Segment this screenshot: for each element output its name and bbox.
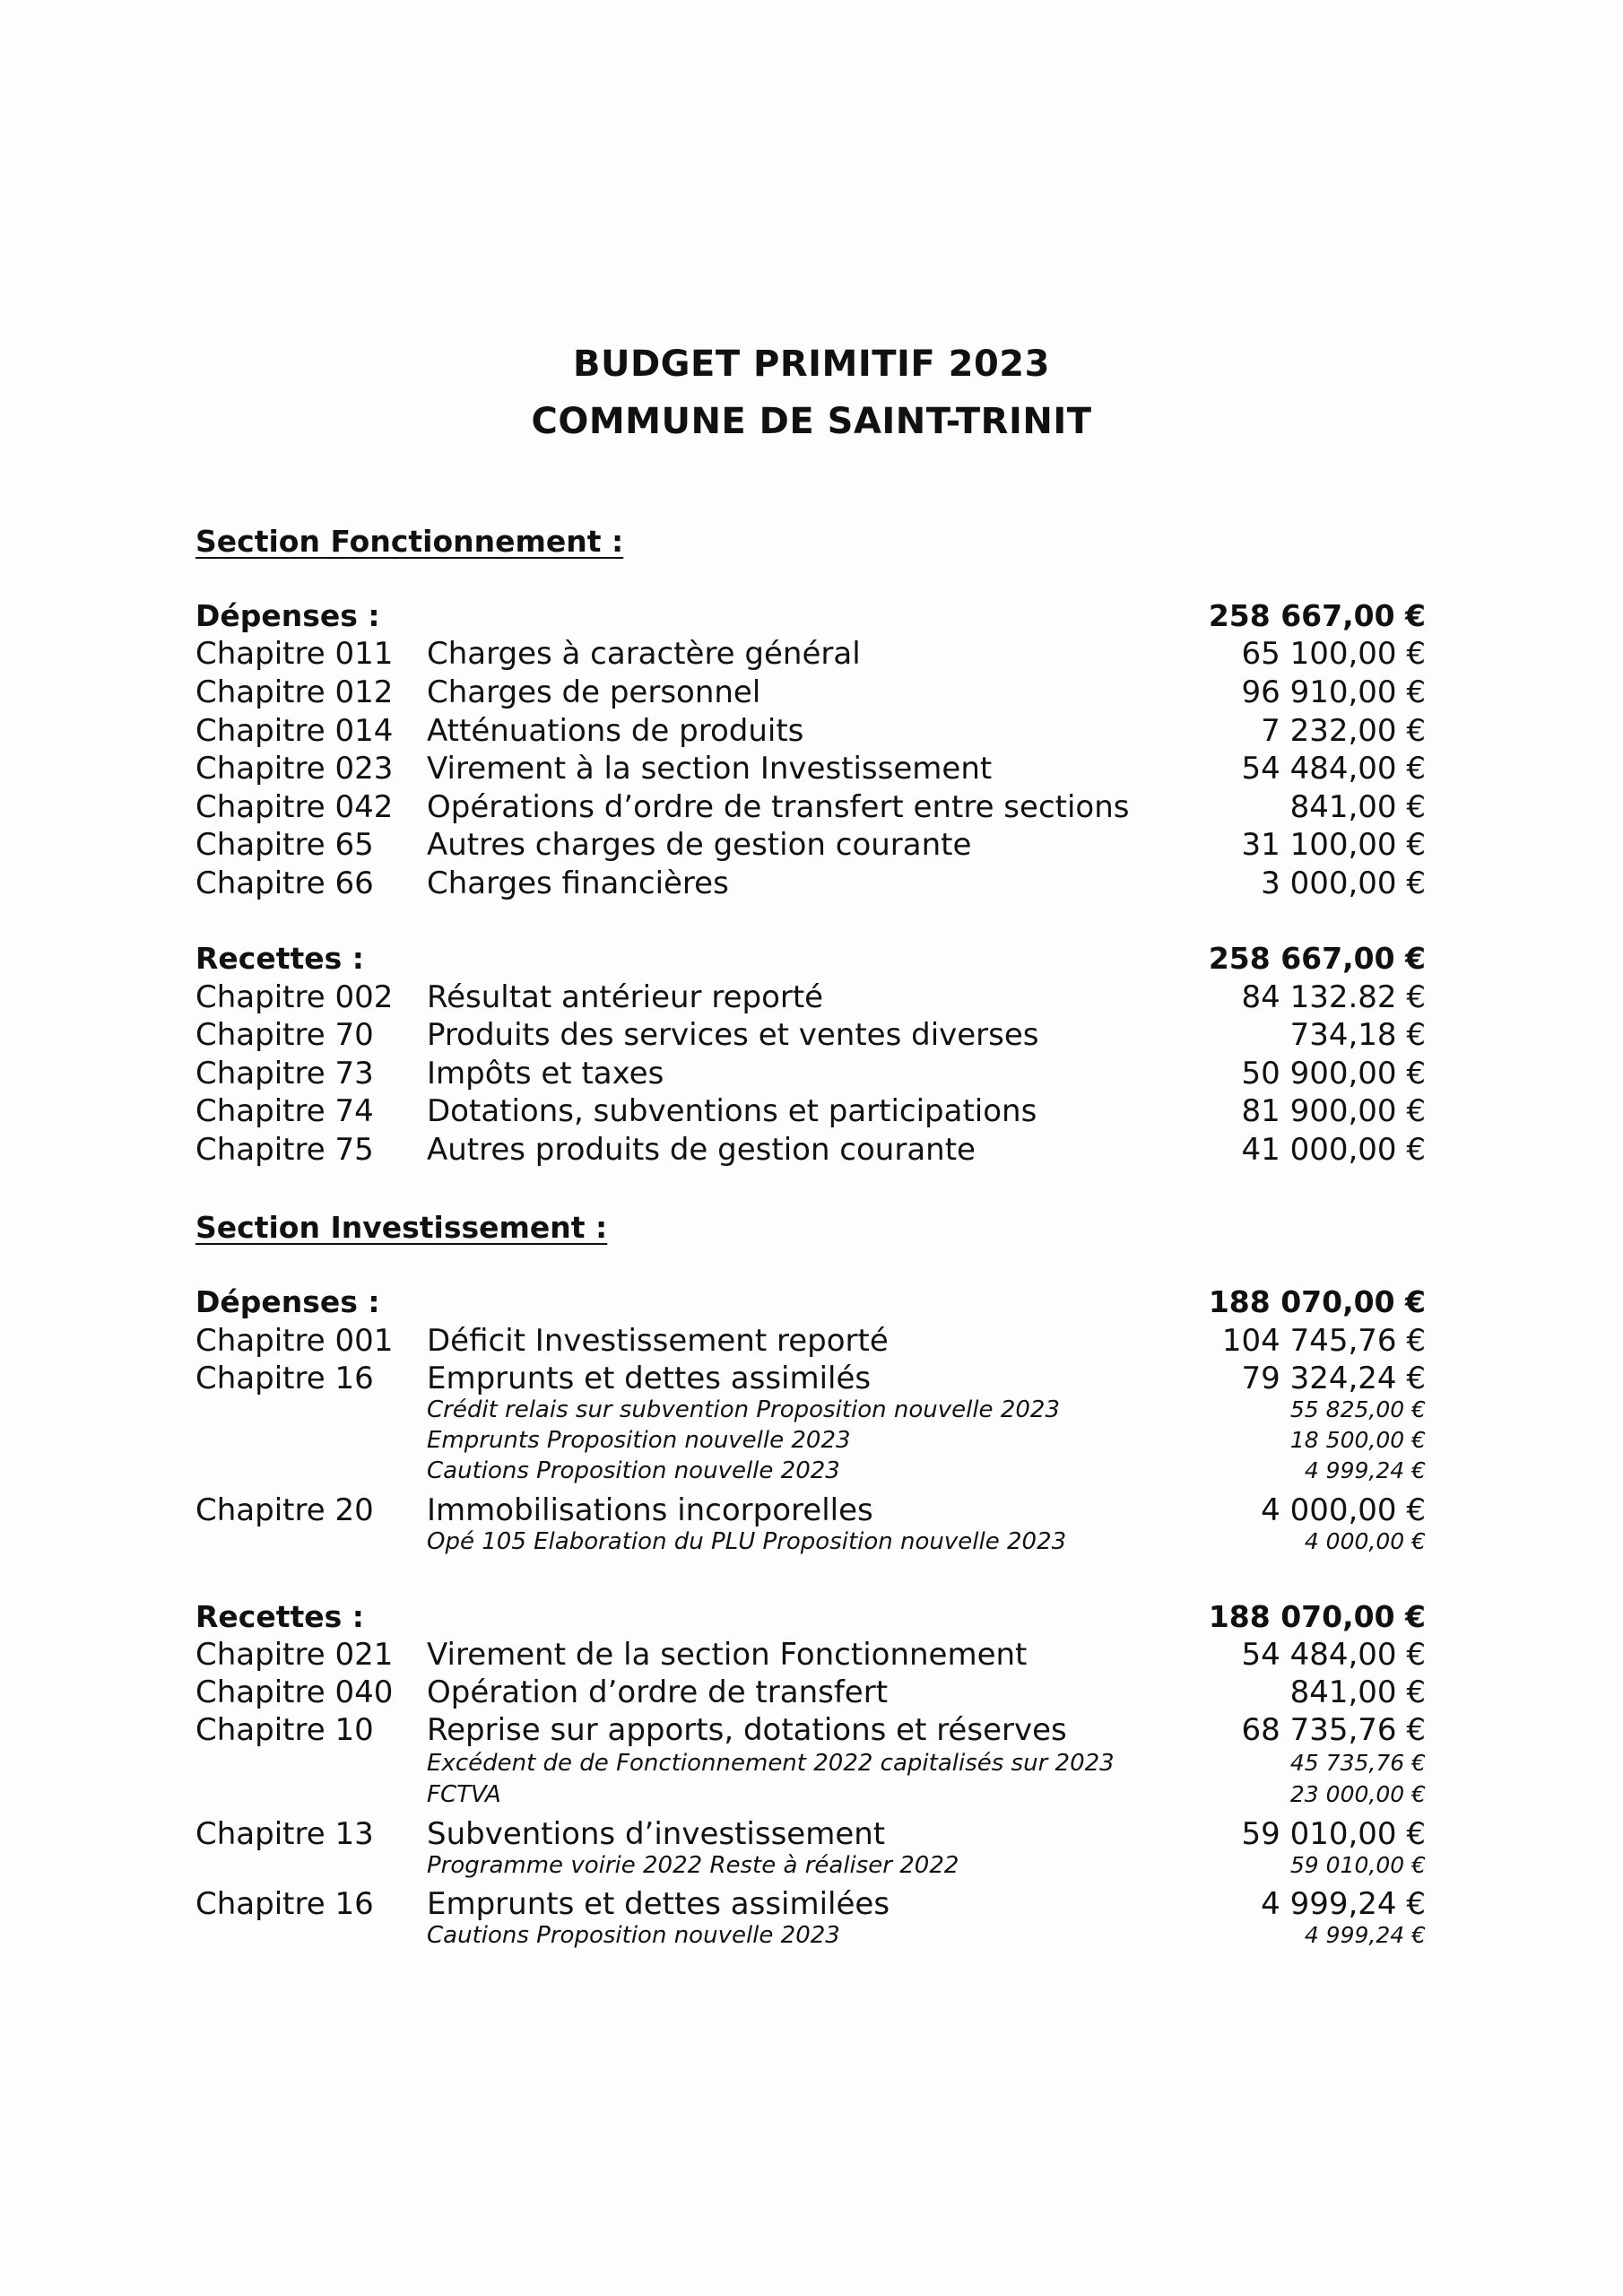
- detail-amount: 45 735,76 €: [1289, 1750, 1426, 1776]
- chapter-label: Opération d’ordre de transfert: [427, 1674, 889, 1710]
- document-title: BUDGET PRIMITIF 2023: [573, 344, 1050, 385]
- invest-recettes-label: Recettes :: [195, 1599, 364, 1634]
- invest-depenses-total: 188 070,00 €: [1208, 1284, 1426, 1319]
- chapter-label: Atténuations de produits: [427, 713, 804, 749]
- chapter-number: Chapitre 16: [195, 1886, 374, 1922]
- detail-label: Programme voirie 2022 Reste à réaliser 2022: [427, 1852, 959, 1879]
- chapter-amount: 68 735,76 €: [1241, 1712, 1426, 1748]
- chapter-label: Virement de la section Fonctionnement: [427, 1637, 1028, 1673]
- chapter-amount: 104 745,76 €: [1221, 1323, 1426, 1359]
- chapter-number: Chapitre 042: [195, 789, 394, 825]
- chapter-number: Chapitre 040: [195, 1674, 394, 1710]
- invest-depenses-row: [0, 1323, 1623, 1362]
- chapter-amount: 31 100,00 €: [1241, 827, 1426, 863]
- chapter-amount: 734,18 €: [1289, 1017, 1426, 1053]
- detail-amount: 4 000,00 €: [1304, 1528, 1426, 1554]
- chapter-amount: 4 999,24 €: [1261, 1886, 1426, 1922]
- chapter-number: Chapitre 001: [195, 1323, 394, 1359]
- chapter-amount: 54 484,00 €: [1241, 751, 1426, 787]
- fonct-depenses-row: [0, 674, 1623, 714]
- chapter-label: Virement à la section Investissement: [427, 751, 993, 787]
- detail-line: [0, 1922, 1623, 1952]
- chapter-label: Opérations d’ordre de transfert entre sections: [427, 789, 1130, 825]
- detail-amount: 55 825,00 €: [1289, 1396, 1426, 1422]
- chapter-amount: 54 484,00 €: [1241, 1637, 1426, 1673]
- fonct-recettes-label: Recettes :: [195, 941, 364, 976]
- chapter-amount: 79 324,24 €: [1241, 1361, 1426, 1396]
- chapter-label: Emprunts et dettes assimilés: [427, 1361, 872, 1396]
- chapter-number: Chapitre 012: [195, 674, 394, 710]
- chapter-label: Autres charges de gestion courante: [427, 827, 972, 863]
- fonct-depenses-row: [0, 865, 1623, 905]
- chapter-number: Chapitre 16: [195, 1361, 374, 1396]
- invest-recettes-row: [0, 1637, 1623, 1676]
- chapter-number: Chapitre 20: [195, 1492, 374, 1528]
- detail-label: Cautions Proposition nouvelle 2023: [427, 1457, 840, 1484]
- detail-amount: 18 500,00 €: [1289, 1427, 1426, 1453]
- detail-line: [0, 1852, 1623, 1883]
- fonct-recettes-row: [0, 1017, 1623, 1057]
- chapter-number: Chapitre 70: [195, 1017, 374, 1053]
- chapter-number: Chapitre 13: [195, 1816, 374, 1852]
- chapter-amount: 41 000,00 €: [1241, 1132, 1426, 1168]
- chapter-number: Chapitre 023: [195, 751, 394, 787]
- detail-amount: 23 000,00 €: [1289, 1781, 1426, 1807]
- chapter-label: Charges à caractère général: [427, 636, 861, 672]
- invest-depenses-row: [0, 1361, 1623, 1400]
- chapter-amount: 59 010,00 €: [1241, 1816, 1426, 1852]
- chapter-number: Chapitre 66: [195, 865, 374, 901]
- chapter-label: Charges de personnel: [427, 674, 761, 710]
- chapter-number: Chapitre 014: [195, 713, 394, 749]
- chapter-amount: 841,00 €: [1289, 1674, 1426, 1710]
- detail-label: Opé 105 Elaboration du PLU Proposition nouvelle 2023: [427, 1528, 1067, 1555]
- detail-label: Cautions Proposition nouvelle 2023: [427, 1922, 840, 1949]
- chapter-amount: 96 910,00 €: [1241, 674, 1426, 710]
- section-fonctionnement-heading: Section Fonctionnement :: [195, 524, 624, 559]
- chapter-label: Impôts et taxes: [427, 1056, 664, 1091]
- invest-recettes-row: [0, 1712, 1623, 1752]
- detail-line: [0, 1750, 1623, 1780]
- chapter-label: Immobilisations incorporelles: [427, 1492, 873, 1528]
- detail-label: Crédit relais sur subvention Proposition nouvelle 2023: [427, 1396, 1060, 1423]
- chapter-label: Emprunts et dettes assimilées: [427, 1886, 890, 1922]
- fonct-depenses-row: [0, 827, 1623, 866]
- detail-label: Emprunts Proposition nouvelle 2023: [427, 1427, 851, 1454]
- detail-label: Excédent de de Fonctionnement 2022 capitalisés sur 2023: [427, 1750, 1115, 1777]
- fonct-depenses-row: [0, 636, 1623, 675]
- invest-recettes-row: [0, 1886, 1623, 1926]
- chapter-label: Résultat antérieur reporté: [427, 979, 824, 1015]
- chapter-label: Produits des services et ventes diverses: [427, 1017, 1039, 1053]
- chapter-label: Subventions d’investissement: [427, 1816, 886, 1852]
- detail-amount: 4 999,24 €: [1304, 1457, 1426, 1483]
- chapter-amount: 4 000,00 €: [1261, 1492, 1426, 1528]
- document-subtitle: COMMUNE DE SAINT-TRINIT: [531, 401, 1092, 442]
- fonct-depenses-row: [0, 713, 1623, 752]
- chapter-amount: 65 100,00 €: [1241, 636, 1426, 672]
- chapter-amount: 81 900,00 €: [1241, 1093, 1426, 1129]
- fonct-depenses-total: 258 667,00 €: [1208, 598, 1426, 633]
- chapter-number: Chapitre 73: [195, 1056, 374, 1091]
- chapter-number: Chapitre 65: [195, 827, 374, 863]
- chapter-number: Chapitre 021: [195, 1637, 394, 1673]
- fonct-depenses-label: Dépenses :: [195, 598, 380, 633]
- chapter-number: Chapitre 75: [195, 1132, 374, 1168]
- fonct-recettes-total: 258 667,00 €: [1208, 941, 1426, 976]
- detail-amount: 59 010,00 €: [1289, 1852, 1426, 1878]
- fonct-depenses-row: [0, 751, 1623, 790]
- fonct-recettes-row: [0, 1093, 1623, 1133]
- invest-depenses-row: [0, 1492, 1623, 1532]
- chapter-amount: 3 000,00 €: [1261, 865, 1426, 901]
- chapter-label: Reprise sur apports, dotations et réserves: [427, 1712, 1067, 1748]
- invest-recettes-row: [0, 1674, 1623, 1714]
- detail-line: [0, 1396, 1623, 1427]
- detail-line: [0, 1457, 1623, 1488]
- chapter-number: Chapitre 74: [195, 1093, 374, 1129]
- section-investissement-heading: Section Investissement :: [195, 1210, 608, 1245]
- chapter-number: Chapitre 10: [195, 1712, 374, 1748]
- chapter-amount: 7 232,00 €: [1261, 713, 1426, 749]
- invest-depenses-label: Dépenses :: [195, 1284, 380, 1319]
- detail-line: [0, 1528, 1623, 1559]
- detail-line: [0, 1427, 1623, 1457]
- detail-line: [0, 1781, 1623, 1812]
- invest-recettes-row: [0, 1816, 1623, 1856]
- fonct-depenses-row: [0, 789, 1623, 829]
- chapter-label: Autres produits de gestion courante: [427, 1132, 976, 1168]
- detail-label: FCTVA: [427, 1781, 501, 1808]
- chapter-amount: 84 132.82 €: [1241, 979, 1426, 1015]
- detail-amount: 4 999,24 €: [1304, 1922, 1426, 1948]
- chapter-amount: 841,00 €: [1289, 789, 1426, 825]
- chapter-number: Chapitre 002: [195, 979, 394, 1015]
- chapter-amount: 50 900,00 €: [1241, 1056, 1426, 1091]
- fonct-recettes-row: [0, 979, 1623, 1019]
- invest-recettes-total: 188 070,00 €: [1208, 1599, 1426, 1634]
- chapter-label: Déficit Investissement reporté: [427, 1323, 889, 1359]
- chapter-number: Chapitre 011: [195, 636, 394, 672]
- fonct-recettes-row: [0, 1056, 1623, 1095]
- fonct-recettes-row: [0, 1132, 1623, 1171]
- chapter-label: Charges financières: [427, 865, 729, 901]
- chapter-label: Dotations, subventions et participations: [427, 1093, 1037, 1129]
